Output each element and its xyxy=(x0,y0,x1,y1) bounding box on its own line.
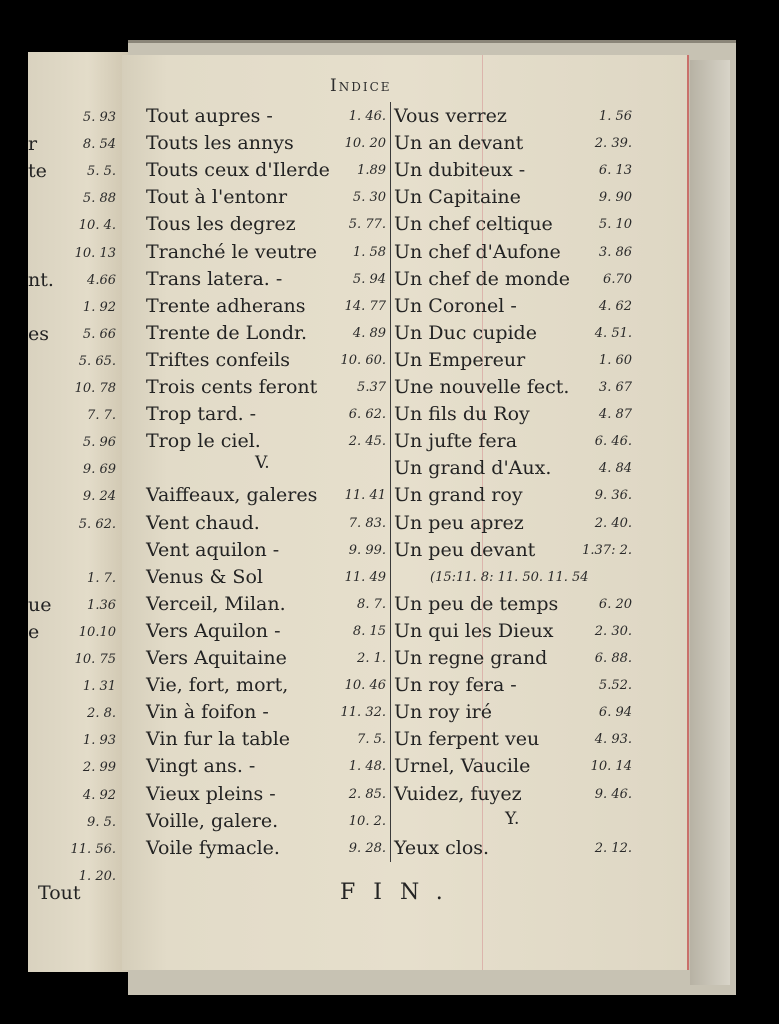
index-entry: Touts les annys xyxy=(146,132,294,155)
index-reference: 1.37: 2. xyxy=(582,542,632,558)
index-reference: 1. 48. xyxy=(348,759,386,775)
index-entry: Un chef d'Aufone xyxy=(394,240,561,263)
left-margin-fragment: ue xyxy=(28,593,52,616)
index-entry: Verceil, Milan. xyxy=(146,592,286,615)
index-reference: 4. 87 xyxy=(598,407,632,423)
index-entry: Trop tard. - xyxy=(146,403,257,426)
index-entry: Un ferpent veu xyxy=(394,728,540,751)
left-margin-number: 1. 93 xyxy=(82,733,116,749)
index-entry: Un Duc cupide xyxy=(394,321,537,344)
index-entry: Vous verrez xyxy=(394,105,507,127)
left-margin-number: 10. 13 xyxy=(74,245,116,261)
index-reference: 9. 90 xyxy=(598,190,632,206)
index-reference: 4. 62 xyxy=(598,298,632,314)
left-margin-fragment: e xyxy=(28,620,40,643)
index-entry: Vers Aquitaine xyxy=(146,647,287,669)
index-entry: Un peu aprez xyxy=(394,511,524,534)
left-page xyxy=(28,52,128,972)
index-reference: 10. 60. xyxy=(340,352,386,368)
index-entry: Un chef celtique xyxy=(394,213,553,236)
index-reference: 1. 46. xyxy=(348,109,386,124)
index-entry: Touts ceux d'Ilerde xyxy=(146,159,330,182)
index-entry: Voille, galere. xyxy=(146,809,279,832)
index-reference: 8. 15 xyxy=(352,623,386,639)
left-margin-number: 11. 56. xyxy=(70,841,116,857)
index-reference: 10. 14 xyxy=(590,759,632,775)
left-margin-number: 1. 20. xyxy=(78,868,116,884)
index-reference: 2. 30. xyxy=(594,623,632,639)
index-entry: Un dubiteux - xyxy=(394,159,526,182)
index-reference: 11. 49 xyxy=(344,569,386,585)
index-entry: Voile fymacle. xyxy=(146,836,280,859)
left-margin-number: 5. 62. xyxy=(78,516,116,532)
left-margin-number: 9. 24 xyxy=(82,489,116,505)
index-entry: Trans latera. - xyxy=(146,267,283,290)
index-entry: Un regne grand xyxy=(394,647,548,669)
index-reference: 4. 93. xyxy=(594,732,632,748)
index-entry: Vuidez, fuyez xyxy=(394,782,522,805)
left-margin-number: 9. 5. xyxy=(87,814,116,830)
left-margin-number: 1. 31 xyxy=(82,679,116,695)
index-entry: Un jufte fera xyxy=(394,430,518,453)
left-margin-fragment: r xyxy=(28,133,38,156)
left-margin-fragment: es xyxy=(28,322,49,345)
index-entry: Vingt ans. - xyxy=(146,755,256,778)
index-reference: 9. 36. xyxy=(594,488,632,504)
index-entry: Un Coronel - xyxy=(394,294,517,317)
left-margin-number: 10.10 xyxy=(78,624,116,640)
left-margin-number: 8. 54 xyxy=(82,137,116,153)
left-margin-number: 5. 65. xyxy=(78,353,116,369)
index-reference: 11. 32. xyxy=(340,705,386,721)
left-margin-number: 4.66 xyxy=(87,272,116,288)
index-reference: 2. 12. xyxy=(594,840,632,856)
left-margin-number: 4. 92 xyxy=(82,787,116,803)
index-entry: Un peu de temps xyxy=(394,592,559,615)
index-entry: Vers Aquilon - xyxy=(146,619,281,642)
fin-text: FIN. xyxy=(340,880,461,905)
section-letter-v: V. xyxy=(255,453,270,473)
index-entry: Trente adherans xyxy=(146,294,306,317)
index-entry: Tranché le veutre xyxy=(146,240,318,263)
index-entry: Yeux clos. xyxy=(394,836,490,859)
left-margin-number: 2. 8. xyxy=(87,706,116,722)
index-entry: Un Capitaine xyxy=(394,186,521,209)
index-reference: 4. 84 xyxy=(598,461,632,477)
index-entry: Vent aquilon - xyxy=(146,538,280,561)
index-entry: Un chef de monde xyxy=(394,267,571,290)
index-reference: 3. 86 xyxy=(598,244,632,260)
index-reference: 3. 67 xyxy=(598,380,632,395)
index-reference: 5. 10 xyxy=(598,217,632,233)
index-entry: Vin fur la table xyxy=(146,728,291,751)
index-reference: 8. 7. xyxy=(357,596,386,612)
index-entry: Trois cents feront xyxy=(146,376,318,398)
index-entry: Venus & Sol xyxy=(146,565,263,588)
left-margin-number: 5. 66 xyxy=(82,326,116,342)
index-entry: Un peu devant xyxy=(394,538,536,561)
index-reference: 6. 13 xyxy=(598,163,632,179)
index-reference: 6.70 xyxy=(603,271,632,287)
index-entry: Tout à l'entonr xyxy=(146,186,288,209)
index-reference: 2. 40. xyxy=(594,515,632,531)
left-margin-number: 10. 78 xyxy=(74,381,116,396)
index-reference: 6. 88. xyxy=(594,651,632,666)
left-margin-number: 5. 5. xyxy=(87,164,116,180)
left-margin-number: 2. 99 xyxy=(82,760,116,776)
index-entry: Vent chaud. xyxy=(146,511,260,534)
index-entry: Tout aupres - xyxy=(146,105,273,127)
index-entry: Tous les degrez xyxy=(146,213,296,236)
index-entry: Un grand roy xyxy=(394,484,523,507)
index-entry: Triftes confeils xyxy=(146,348,291,371)
index-entry: Un qui les Dieux xyxy=(394,619,554,642)
index-entry: Un roy fera - xyxy=(394,674,517,697)
catchword: Tout xyxy=(38,882,81,904)
index-reference: 4. 51. xyxy=(594,325,632,341)
left-margin-number: 7. 7. xyxy=(87,408,116,424)
index-entry: Un roy iré xyxy=(394,701,492,724)
index-reference: 5. 77. xyxy=(348,217,386,233)
left-margin-number: 5. 96 xyxy=(82,435,116,451)
index-entry: Un an devant xyxy=(394,132,524,155)
index-reference: (15:11. 8: 11. 50. 11. 54 xyxy=(430,569,589,585)
index-reference: 6. 94 xyxy=(598,705,632,721)
index-reference: 2. 39. xyxy=(594,136,632,152)
left-margin-number: 10. 75 xyxy=(74,652,116,667)
index-reference: 1. 58 xyxy=(352,244,386,260)
index-reference: 5.52. xyxy=(598,678,632,694)
index-entry: Vie, fort, mort, xyxy=(146,674,289,697)
index-reference: 5. 30 xyxy=(352,190,386,206)
index-reference: 2. 1. xyxy=(357,651,386,666)
page-edge xyxy=(690,60,730,985)
index-reference: 2. 85. xyxy=(348,786,386,802)
index-reference: 4. 89 xyxy=(352,325,386,341)
index-reference: 6. 20 xyxy=(598,596,632,612)
index-reference: 2. 45. xyxy=(348,434,386,450)
index-reference: 5. 94 xyxy=(352,271,386,287)
left-margin-number: 10. 4. xyxy=(78,218,116,234)
index-reference: 5.37 xyxy=(357,380,386,395)
index-entry: Vieux pleins - xyxy=(146,782,276,805)
index-reference: 7. 83. xyxy=(348,515,386,531)
left-margin-fragment: te xyxy=(28,160,47,183)
left-margin-number: 1. 92 xyxy=(82,299,116,315)
index-entry: Un grand d'Aux. xyxy=(394,457,552,480)
index-entry: Vin à foifon - xyxy=(146,701,269,724)
index-reference: 1. 60 xyxy=(598,352,632,368)
section-letter-y: Y. xyxy=(505,809,520,829)
left-margin-number: 1. 7. xyxy=(87,570,116,586)
index-entry: Un Empereur xyxy=(394,348,526,371)
index-reference: 10. 2. xyxy=(348,813,386,829)
index-reference: 10. 46 xyxy=(344,678,386,694)
index-reference: 11. 41 xyxy=(344,488,386,504)
index-reference: 1. 56 xyxy=(598,109,632,124)
page-title: Indice xyxy=(330,76,392,96)
index-entry: Un fils du Roy xyxy=(394,403,530,426)
left-margin-fragment: nt. xyxy=(28,268,54,291)
index-entry: Une nouvelle fect. xyxy=(394,376,570,398)
left-margin-number: 5. 88 xyxy=(82,191,116,207)
index-reference: 10. 20 xyxy=(344,136,386,152)
index-entry: Urnel, Vaucile xyxy=(394,755,531,778)
index-entry: Trop le ciel. xyxy=(146,430,261,453)
index-reference: 1.89 xyxy=(357,163,386,179)
index-entry: Trente de Londr. xyxy=(146,321,308,344)
left-margin-number: 1.36 xyxy=(87,597,116,613)
index-reference: 6. 46. xyxy=(594,434,632,450)
index-entry: Vaiffeaux, galeres xyxy=(146,484,318,507)
index-reference: 6. 62. xyxy=(348,407,386,423)
left-margin-number: 9. 69 xyxy=(82,462,116,478)
index-reference: 7. 5. xyxy=(357,732,386,748)
index-reference: 9. 28. xyxy=(348,840,386,856)
index-reference: 9. 46. xyxy=(594,786,632,802)
left-margin-number: 5. 93 xyxy=(82,110,116,125)
index-reference: 9. 99. xyxy=(348,542,386,558)
index-reference: 14. 77 xyxy=(344,298,386,314)
column-divider xyxy=(390,102,391,862)
